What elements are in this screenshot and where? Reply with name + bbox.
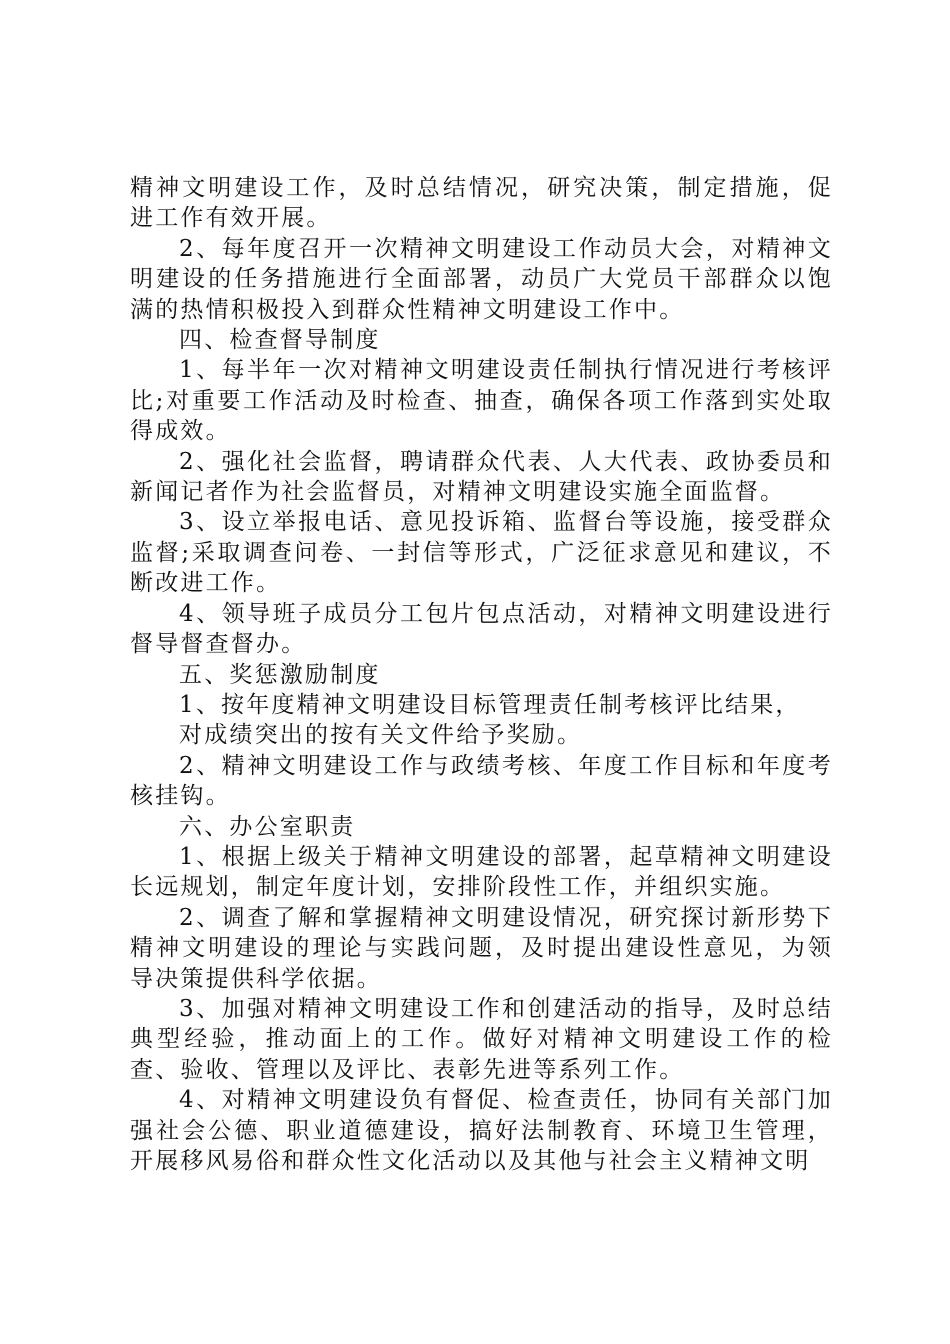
paragraph-office-4: 4、对精神文明建设负有督促、检查责任，协同有关部门加强社会公德、职业道德建设，搞好法制教育、环境卫生管理，开展移风易俗和群众性文化活动以及其他与社会主义精神文明 xyxy=(130,1087,833,1174)
paragraph-office-3: 3、加强对精神文明建设工作和创建活动的指导，及时总结典型经验，推动面上的工作。做好对精神文明建设工作的检查、验收、管理以及评比、表彰先进等系列工作。 xyxy=(130,995,833,1083)
section-heading-rewards: 五、奖惩激励制度 xyxy=(179,661,381,688)
section-heading-inspection: 四、检查督导制度 xyxy=(179,327,381,354)
paragraph-rewards-1: 1、按年度精神文明建设目标管理责任制考核评比结果， xyxy=(179,691,801,718)
paragraph-office-1: 1、根据上级关于精神文明建设的部署，起草精神文明建设长远规划，制定年度计划，安排阶段性工作，并组织实施。 xyxy=(130,843,833,901)
paragraph-inspection-3: 3、设立举报电话、意见投诉箱、监督台等设施，接受群众监督;采取调查问卷、一封信等形式，广泛征求意见和建议，不断改进工作。 xyxy=(130,509,833,597)
document-body xyxy=(130,173,833,1176)
paragraph-mobilization-meeting: 2、每年度召开一次精神文明建设工作动员大会，对精神文明建设的任务措施进行全面部署，动员广大党员干部群众以饱满的热情积极投入到群众性精神文明建设工作中。 xyxy=(130,235,833,323)
section-heading-office-duties: 六、办公室职责 xyxy=(179,813,356,840)
paragraph-inspection-1: 1、每半年一次对精神文明建设责任制执行情况进行考核评比;对重要工作活动及时检查、抽查，确保各项工作落到实处取得成效。 xyxy=(130,357,833,445)
paragraph-continuation: 精神文明建设工作，及时总结情况，研究决策，制定措施，促进工作有效开展。 xyxy=(130,175,833,232)
paragraph-rewards-2: 2、精神文明建设工作与政绩考核、年度工作目标和年度考核挂钩。 xyxy=(130,752,833,810)
paragraph-inspection-4: 4、领导班子成员分工包片包点活动，对精神文明建设进行督导督查督办。 xyxy=(130,600,833,658)
paragraph-office-2: 2、调查了解和掌握精神文明建设情况，研究探讨新形势下精神文明建设的理论与实践问题，及时提出建设性意见，为领导决策提供科学依据。 xyxy=(130,904,833,992)
paragraph-inspection-2: 2、强化社会监督，聘请群众代表、人大代表、政协委员和新闻记者作为社会监督员，对精神文明建设实施全面监督。 xyxy=(130,448,833,506)
paragraph-rewards-1-cont: 对成绩突出的按有关文件给予奖励。 xyxy=(179,722,583,749)
